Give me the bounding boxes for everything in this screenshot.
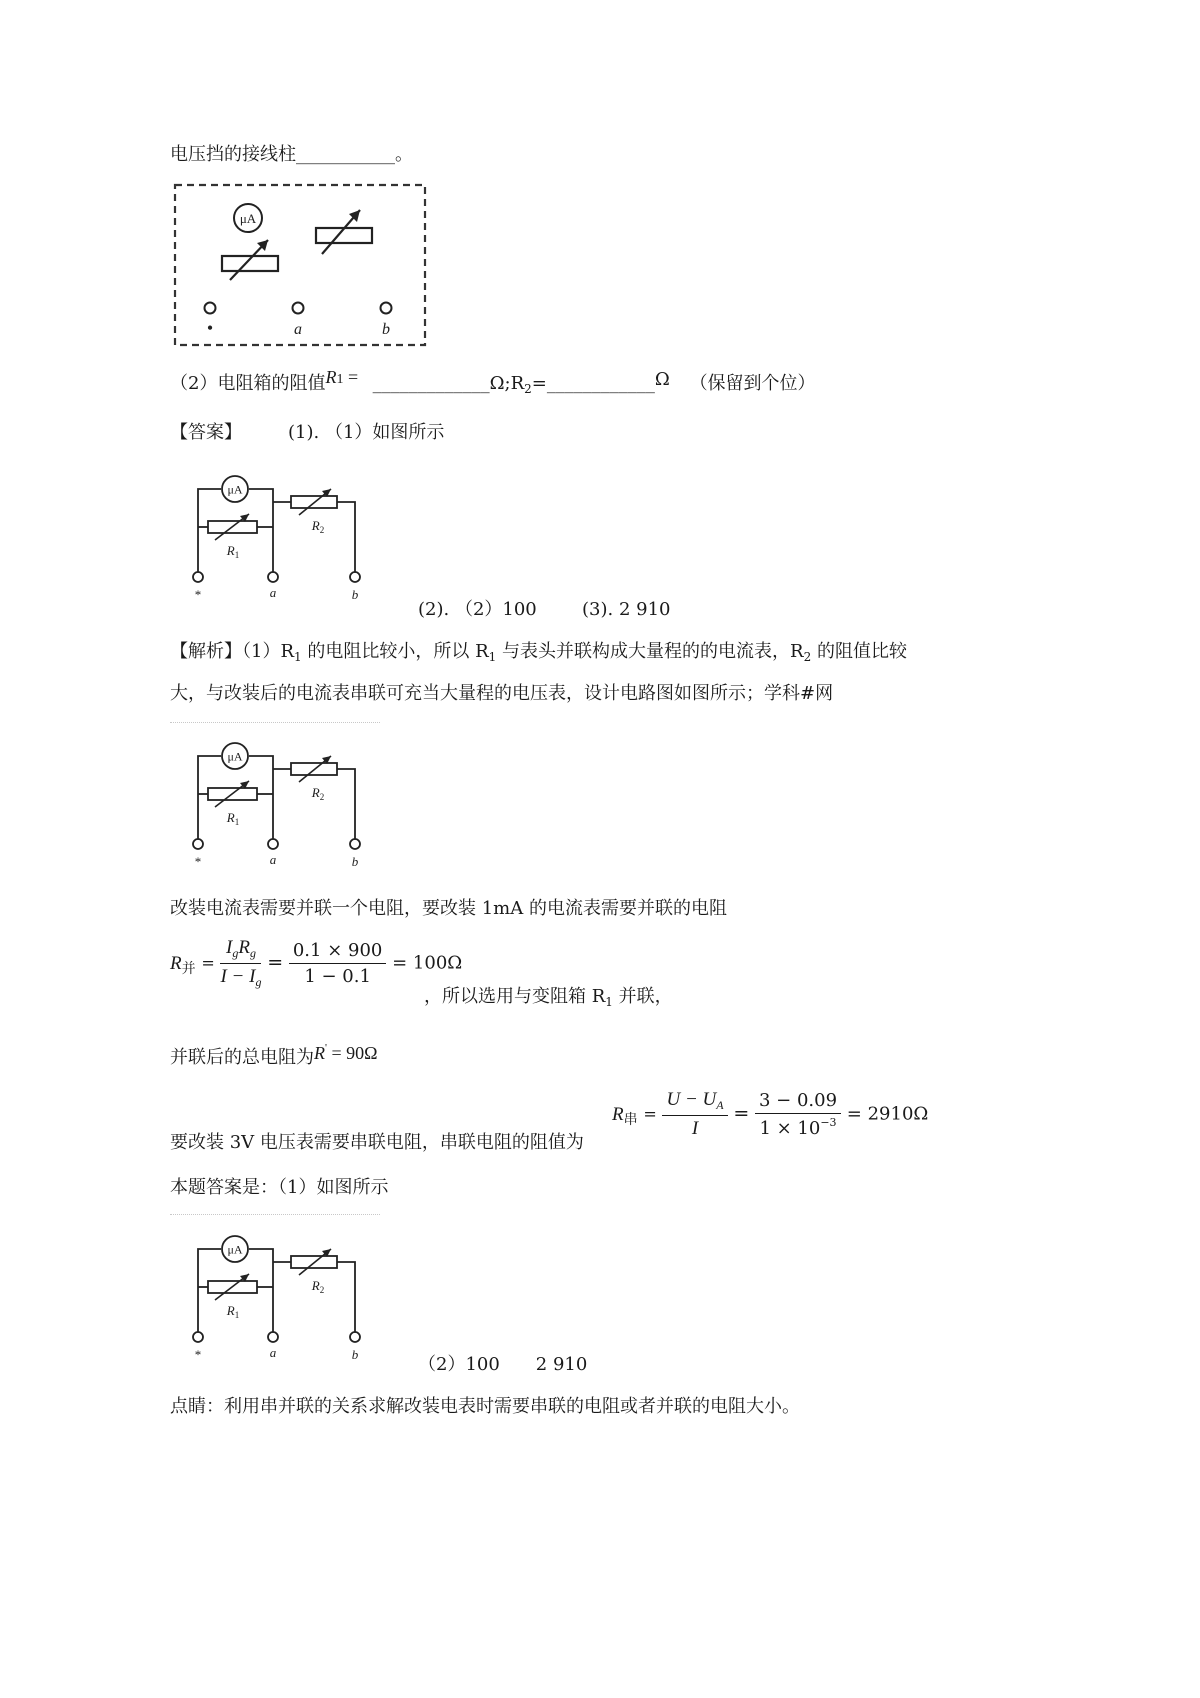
terminal-a bbox=[268, 839, 278, 849]
f2-result: = 2910Ω bbox=[846, 1103, 929, 1125]
analysis-p1-a: （1）R bbox=[242, 641, 295, 662]
p3-val: = 90Ω bbox=[326, 1043, 378, 1063]
f2-lhs: R bbox=[612, 1103, 624, 1125]
p3-text: 并联后的总电阻为 bbox=[170, 1047, 314, 1068]
analysis-p1-d: 的阻值比较 bbox=[811, 641, 907, 662]
terminal-dot-2 bbox=[293, 303, 304, 314]
f1-num-numeric: 0.1 × 900 bbox=[289, 940, 387, 964]
analysis-paragraph-1 bbox=[170, 640, 907, 669]
r2-variable-resistor-icon bbox=[291, 1249, 337, 1275]
f2-fraction-numeric bbox=[755, 1090, 841, 1139]
analysis-paragraph-2: 改装电流表需要并联一个电阻，要改装 1mA 的电流表需要并联的电阻 bbox=[170, 898, 727, 919]
svg-text:R2 bbox=[311, 1278, 324, 1295]
q2-r2-eq: = bbox=[531, 373, 547, 394]
f2-num-numeric: 3 − 0.09 bbox=[755, 1090, 841, 1114]
dotted-separator bbox=[170, 1214, 380, 1215]
answer-item-2: (2). （2）100 bbox=[418, 599, 537, 620]
svg-text:R1 bbox=[226, 810, 239, 827]
terminal-label-b: b bbox=[351, 587, 359, 602]
svg-text:R1 bbox=[226, 543, 239, 560]
q2-unit-1: Ω;R bbox=[489, 373, 525, 394]
terminal-label-common: * bbox=[194, 1347, 202, 1362]
f1-fraction-symbolic bbox=[220, 937, 261, 990]
terminal-a bbox=[268, 1332, 278, 1342]
terminal-label-common: * bbox=[194, 587, 202, 602]
circuit-diagram-2 bbox=[183, 734, 383, 874]
q2-eq: = bbox=[343, 367, 363, 387]
f1-tail-sub: 1 bbox=[605, 995, 613, 1009]
terminal-label-b: b bbox=[351, 854, 359, 869]
f2-lhs-sub: 串 bbox=[623, 1112, 638, 1128]
terminal-common bbox=[193, 839, 203, 849]
terminal-label-a: a bbox=[269, 1345, 277, 1360]
q2-blank-1[interactable]: _____________ bbox=[372, 373, 490, 394]
r2-sub: 2 bbox=[319, 1285, 325, 1295]
svg-text:R2 bbox=[311, 518, 324, 535]
f1-tail-a: ，所以选用与变阻箱 R bbox=[424, 986, 606, 1007]
answer-item-3: (3). 2 910 bbox=[582, 599, 671, 620]
r1-variable-resistor-icon bbox=[208, 514, 257, 540]
r1-sub: 1 bbox=[234, 550, 240, 560]
f1-lhs: R bbox=[170, 952, 182, 974]
terminal-label-a: a bbox=[269, 852, 277, 867]
f1-den-numeric: 1 − 0.1 bbox=[304, 966, 371, 987]
f1-den: I − I bbox=[220, 966, 256, 987]
analysis-paragraph-1-line-2: 大，与改装后的电流表串联可充当大量程的电压表，设计电路图如图所示；学科#网 bbox=[170, 683, 834, 704]
f1-result: = 100Ω bbox=[392, 952, 463, 974]
svg-text:R1 bbox=[226, 1303, 239, 1320]
formula-1-tail bbox=[424, 985, 673, 1014]
f2-num: U − U bbox=[666, 1089, 717, 1110]
r2-label: R bbox=[311, 1278, 320, 1293]
f1-num-i: I bbox=[226, 937, 233, 958]
f1-num-r: R bbox=[238, 937, 250, 958]
answer-label: 【答案】 bbox=[170, 422, 242, 443]
formula-series-resistor: $R_串$ = $\frac{U - U_A}{I}$ = $\frac{3 - 0.09}{1 \times 10^{-3}}$ = 2910Ω bbox=[612, 1089, 929, 1139]
analysis-label: 【解析】 bbox=[170, 641, 242, 662]
r2-label: R bbox=[311, 518, 320, 533]
analysis-p1-c: 与表头并联构成大量程的的电流表，R bbox=[496, 641, 804, 662]
variable-resistor-left-icon bbox=[222, 240, 278, 280]
terminal-label-b: b bbox=[382, 321, 390, 338]
q2-r1-symbol: R bbox=[325, 367, 337, 387]
p3-sup: ' bbox=[325, 1042, 327, 1054]
microammeter-label: μA bbox=[227, 1242, 243, 1257]
q2-r2-sub: 2 bbox=[524, 382, 532, 396]
r1-sub: 1 bbox=[234, 1310, 240, 1320]
analysis-paragraph-4: 要改装 3V 电压表需要串联电阻，串联电阻的阻值为 bbox=[170, 1132, 584, 1153]
terminal-b bbox=[350, 1332, 360, 1342]
final-answer-line: （2）100 2 910 bbox=[418, 1354, 588, 1375]
r1-variable-resistor-icon bbox=[208, 781, 257, 807]
terminal-label-common: * bbox=[194, 854, 202, 869]
q2-blank-2[interactable]: ____________ bbox=[546, 373, 655, 394]
q2-unit-2: Ω bbox=[654, 369, 670, 390]
f2-den-sup: −3 bbox=[820, 1116, 837, 1129]
f1-fraction-numeric bbox=[289, 940, 387, 987]
intro-line: 电压挡的接线柱___________。 bbox=[170, 144, 413, 165]
terminal-label-common: • bbox=[206, 318, 214, 338]
terminal-b bbox=[350, 839, 360, 849]
r1-label: R bbox=[226, 543, 235, 558]
f2-num-sub: A bbox=[716, 1098, 724, 1112]
terminal-label-b: b bbox=[351, 1347, 359, 1362]
blank-circuit-figure bbox=[170, 180, 430, 350]
microammeter-label: μA bbox=[227, 482, 243, 497]
f1-den-sub: g bbox=[255, 975, 262, 989]
terminal-label-a: a bbox=[269, 585, 277, 600]
analysis-p1-sub3: 2 bbox=[803, 650, 812, 664]
terminal-label-a: a bbox=[294, 321, 302, 338]
f1-tail-b: 并联， bbox=[612, 986, 673, 1007]
q2-prefix: （2）电阻箱的阻值 bbox=[170, 373, 326, 394]
f1-lhs-sub: 并 bbox=[181, 961, 196, 977]
formula-parallel-resistor: $R_并$ = $\frac{I_gR_g}{I - I_g}$ = $\frac{0.1 \times 900}{1 - 0.1}$ = 100Ω bbox=[170, 937, 463, 989]
f1-num-sub1: g bbox=[232, 946, 239, 960]
f1-num-sub2: g bbox=[249, 946, 256, 960]
r1-variable-resistor-icon bbox=[208, 1274, 257, 1300]
r1-label: R bbox=[226, 810, 235, 825]
terminal-dot-1 bbox=[205, 303, 216, 314]
svg-text:R2 bbox=[311, 785, 324, 802]
analysis-p1-sub1: 1 bbox=[294, 650, 302, 664]
variable-resistor-right-icon bbox=[316, 210, 372, 254]
r1-sub: 1 bbox=[234, 817, 240, 827]
analysis-p1-b: 的电阻比较小，所以 R bbox=[301, 641, 489, 662]
terminal-b bbox=[350, 572, 360, 582]
r2-sub: 2 bbox=[319, 792, 325, 802]
q2-note: （保留到个位） bbox=[689, 373, 816, 394]
p3-r: R bbox=[314, 1043, 325, 1063]
microammeter-label: μA bbox=[239, 211, 257, 226]
r2-variable-resistor-icon bbox=[291, 489, 337, 515]
r2-variable-resistor-icon bbox=[291, 756, 337, 782]
analysis-paragraph-3 bbox=[170, 1040, 378, 1070]
r1-label: R bbox=[226, 1303, 235, 1318]
terminal-common bbox=[193, 572, 203, 582]
microammeter-label: μA bbox=[227, 749, 243, 764]
analysis-p1-sub2: 1 bbox=[488, 650, 497, 664]
circuit-diagram-1 bbox=[183, 467, 383, 607]
analysis-paragraph-5: 本题答案是：（1）如图所示 bbox=[170, 1177, 389, 1198]
remark: 点睛：利用串并联的关系求解改装电表时需要串联的电阻或者并联的电阻大小。 bbox=[170, 1396, 800, 1417]
f2-fraction-symbolic bbox=[662, 1089, 727, 1140]
f2-den-numeric: 1 × 10 bbox=[759, 1118, 821, 1139]
answer-item-1: (1). （1）如图所示 bbox=[288, 422, 445, 443]
q2-r1-sub: 1 bbox=[336, 372, 344, 387]
terminal-a bbox=[268, 572, 278, 582]
question-2 bbox=[170, 367, 816, 401]
f2-den: I bbox=[691, 1118, 699, 1139]
r2-sub: 2 bbox=[319, 525, 325, 535]
terminal-common bbox=[193, 1332, 203, 1342]
terminal-dot-3 bbox=[381, 303, 392, 314]
circuit-diagram-3 bbox=[183, 1227, 383, 1367]
dotted-separator bbox=[170, 722, 380, 723]
r2-label: R bbox=[311, 785, 320, 800]
